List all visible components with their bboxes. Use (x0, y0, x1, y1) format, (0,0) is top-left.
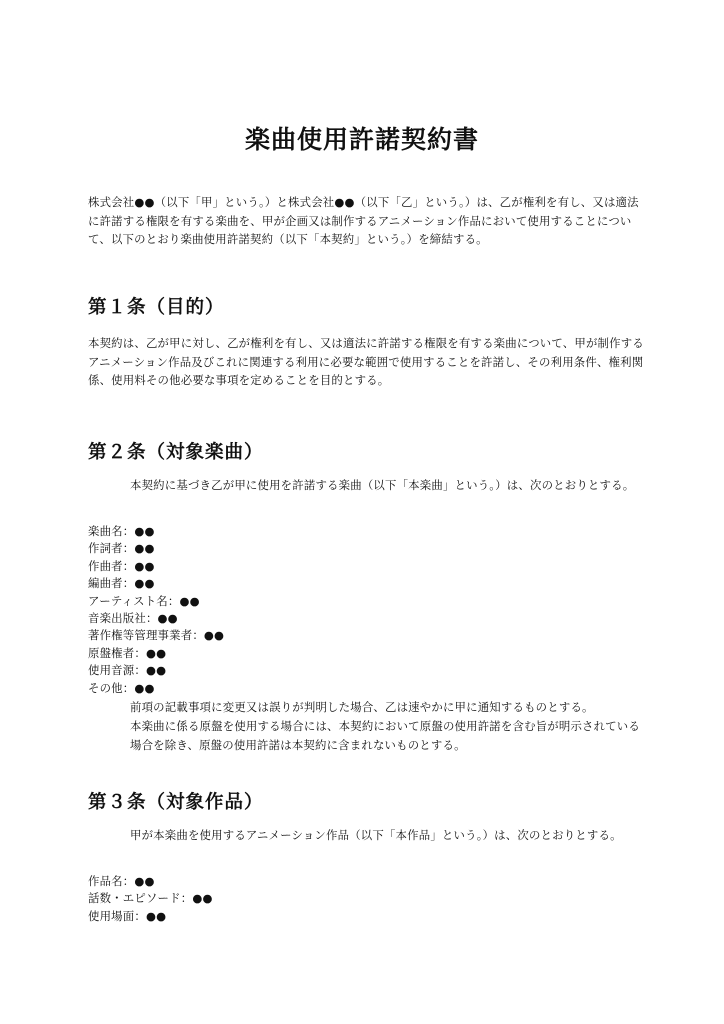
article-3-item-list (88, 873, 213, 925)
article-2-note-2: 本楽曲に係る原盤を使用する場合には、本契約において原盤の使用許諾を含む旨が明示されている場合を除き、原盤の使用許諾は本契約に含まれないものとする。 (130, 719, 640, 752)
article-1-heading: 第１条（目的） (88, 297, 225, 318)
list-item: 作詞者：●● (88, 541, 155, 556)
list-item: アーティスト名：●● (88, 593, 200, 608)
list-item: その他：●● (88, 680, 155, 695)
list-item: 音楽出版社：●● (88, 611, 178, 626)
preamble-paragraph: 株式会社●●（以下「甲」という。）と株式会社●●（以下「乙」という。）は、乙が権利を有し、又は適法に許諾する権限を有する楽曲を、甲が企画又は制作するアニメーション作品において使用することについて、以下のとおり楽曲使用許諾契約（以下「本契約」という。）を締結する。 (88, 195, 639, 246)
list-item: 話数・エピソード：●● (88, 891, 213, 906)
list-item: 著作権等管理事業者：●● (88, 628, 225, 643)
article-3-heading: 第３条（対象作品） (88, 792, 264, 813)
article-1-body: 本契約は、乙が甲に対し、乙が権利を有し、又は適法に許諾する権限を有する楽曲について、甲が制作するアニメーション作品及びこれに関連する利用に必要な範囲で使用することを許諾し、その利用条件、権利関係、使用料その他必要な事項を定めることを目的とする。 (88, 336, 644, 387)
article-2-heading: 第２条（対象楽曲） (88, 442, 264, 463)
list-item: 使用音源：●● (88, 663, 167, 678)
list-item: 編曲者：●● (88, 576, 155, 591)
list-item: 楽曲名：●● (88, 524, 155, 538)
article-3-intro: 甲が本楽曲を使用するアニメーション作品（以下「本作品」という。）は、次のとおりとする。 (130, 828, 622, 842)
article-2-note-1: 前項の記載事項に変更又は誤りが判明した場合、乙は速やかに甲に通知するものとする。 (130, 700, 594, 714)
list-item: 作曲者：●● (88, 558, 155, 573)
article-2-intro: 本契約に基づき乙が甲に使用を許諾する楽曲（以下「本楽曲」という。）は、次のとおりとする。 (130, 478, 635, 492)
list-item: 作品名：●● (88, 874, 155, 888)
list-item: 原盤権者：●● (88, 645, 167, 660)
list-item: 使用場面：●● (88, 908, 167, 923)
article-2-item-list (88, 523, 224, 697)
document-title: 楽曲使用許諾契約書 (244, 125, 479, 154)
